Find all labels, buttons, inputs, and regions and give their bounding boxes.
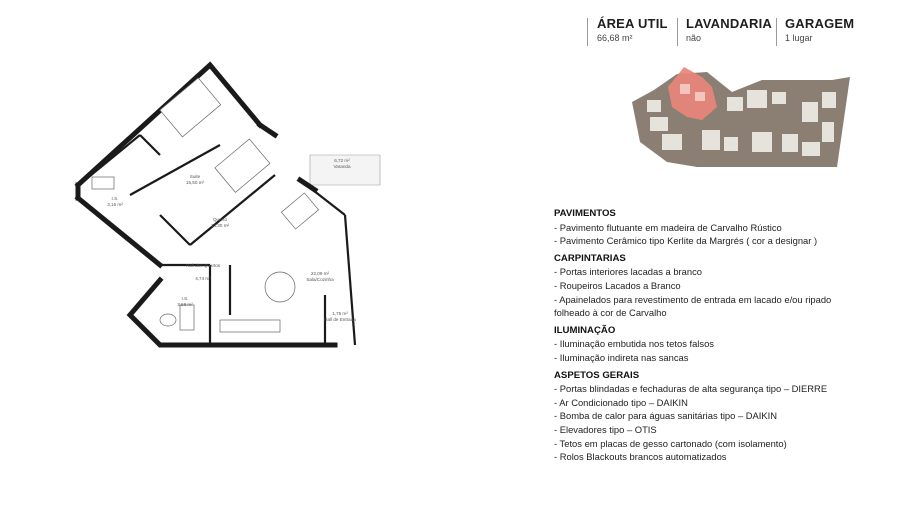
spec-section-aspetos-gerais [554,369,884,464]
stat-area-label: ÁREA UTIL [597,16,668,31]
room-is1-area: 3,15 m² [107,202,123,207]
stat-garagem-label: GARAGEM [785,16,855,31]
spec-item: - Apainelados para revestimento de entrada em lacado e/ou ripado folheado à cor de Carvalho [554,293,832,319]
stat-lavandaria-value: não [686,33,702,43]
spec-item: - Ar Condicionado tipo – DAIKIN [554,396,688,408]
spec-item: - Portas blindadas e fechaduras de alta segurança tipo – DIERRE [554,383,828,395]
specifications [554,207,884,468]
spec-item: - Rolos Blackouts brancos automatizados [554,451,727,463]
spec-heading: ILUMINAÇÃO [554,324,616,336]
room-sala-area: 22,09 m² [310,271,330,276]
stat-separator [587,18,588,46]
room-hall-entrada: Hall de Entrada [324,317,356,322]
spec-heading: CARPINTARIAS [554,252,626,264]
stat-lavandaria [686,16,772,43]
room-hall-quartos-area: 4,74 m² [195,276,211,281]
stat-area-value: 66,68 m² [597,33,633,43]
room-is1: I.S. [111,196,119,201]
spec-section-carpintarias [554,252,884,320]
stat-separator [776,18,777,46]
spec-item: - Roupeiros Lacados a Branco [554,279,681,291]
room-varanda-name: Varanda [333,164,351,169]
spec-section-pavimentos [554,207,884,248]
spec-item: - Pavimento flutuante em madeira de Carvalho Rústico [554,221,782,233]
room-is2: I.S. [181,296,189,301]
room-hall-entrada-area: 1,75 m² [332,311,348,316]
room-suite: Suite [189,174,201,179]
stat-garagem [785,16,854,43]
spec-item: - Elevadores tipo – OTIS [554,423,657,435]
key-plan [632,62,856,174]
stat-lavandaria-label: LAVANDARIA [686,16,773,31]
spec-item: - Portas interiores lacadas a branco [554,266,702,278]
stat-garagem-value: 1 lugar [785,33,813,43]
spec-item: - Pavimento Cerâmico tipo Kerlite da Margrés ( cor a designar ) [554,235,818,247]
floor-plan [70,55,400,355]
spec-heading: PAVIMENTOS [554,208,616,219]
spec-heading: ASPETOS GERAIS [554,369,640,381]
room-sala: Sala/Cozinha [306,277,334,282]
room-is2-area: 3,58 m² [177,302,193,307]
stat-area-util [597,16,668,43]
room-varanda: 6,72 m² [334,158,350,163]
spec-item: - Iluminação embutida nos tetos falsos [554,338,714,350]
spec-item: - Bomba de calor para águas sanitárias tipo – DAIKIN [554,410,778,422]
room-hall-quartos: Hall dos Quartos [185,263,221,268]
room-quarto: Quarto [212,217,228,222]
spec-item: - Iluminação indireta nas sancas [554,351,689,363]
room-suite-area: 15,50 m² [185,180,205,185]
spec-item: - Tetos em placas de gesso cartonado (com isolamento) [554,437,787,449]
room-quarto-area: 14,30 m² [210,223,230,228]
stat-separator [677,18,678,46]
spec-section-iluminacao [554,324,884,365]
